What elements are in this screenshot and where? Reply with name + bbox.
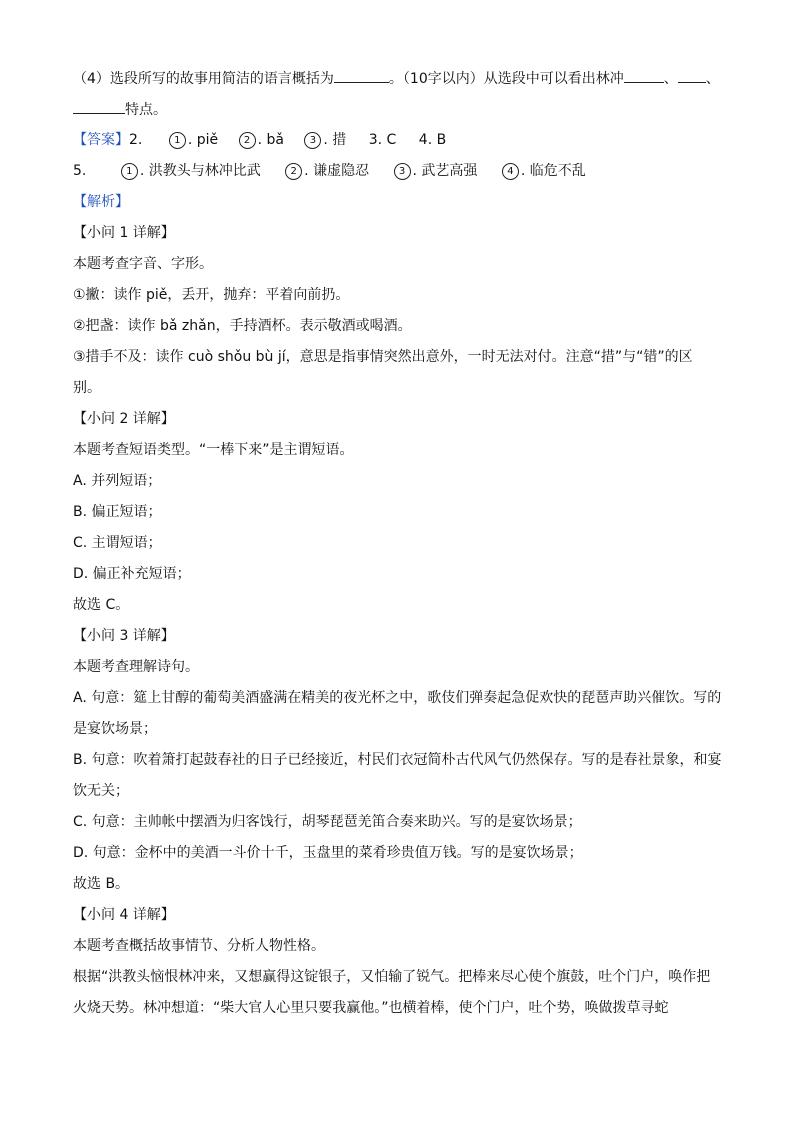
answer-q5-4: . 临危不乱 xyxy=(520,163,586,179)
circled-number: 4 xyxy=(502,163,519,180)
section-3-line: C. 句意：主帅帐中摆酒为归客饯行，胡琴琵琶羌笛合奏来助兴。写的是宴饮场景； xyxy=(73,814,582,830)
analysis-label: 【解析】 xyxy=(73,194,129,210)
separator: 、 xyxy=(663,71,678,87)
section-1-line: ③措手不及：读作 cuò shǒu bù jí，意思是指事情突然出意外，一时无法对付。注意“措”与“错”的区 xyxy=(73,349,693,365)
section-2-title: 【小问 2 详解】 xyxy=(73,411,175,427)
circled-number: 3 xyxy=(304,132,321,149)
section-2-line: 本题考查短语类型。“一棒下来”是主谓短语。 xyxy=(73,442,354,458)
question-4-line-1 xyxy=(73,68,720,89)
circled-number: 2 xyxy=(239,132,256,149)
circled-number: 3 xyxy=(394,163,411,180)
answer-q3: 3. C xyxy=(368,132,397,148)
section-3-line: A. 句意：筵上甘醇的葡萄美酒盛满在精美的夜光杯之中，歌伎们弹奏起急促欢快的琵琶声助兴催饮。写的 xyxy=(73,690,722,706)
section-1-line: ②把盏：读作 bǎ zhǎn，手持酒杯。表示敬酒或喝酒。 xyxy=(73,318,412,334)
answer-line-2 xyxy=(73,161,586,181)
section-4-title: 【小问 4 详解】 xyxy=(73,907,175,923)
section-2-line: C. 主谓短语； xyxy=(73,535,162,551)
section-2-line: 故选 C。 xyxy=(73,597,130,613)
circled-number: 2 xyxy=(285,163,302,180)
answer-q5-1: . 洪教头与林冲比武 xyxy=(139,163,261,179)
separator: 、 xyxy=(705,71,720,87)
section-1-line: 别。 xyxy=(73,380,101,396)
circled-number: 1 xyxy=(121,163,138,180)
section-4-line: 根据“洪教头恼恨林冲来，又想赢得这锭银子，又怕输了锐气。把棒来尽心使个旗鼓，吐个门户，唤作把 xyxy=(73,969,711,985)
answer-q2-1: . piě xyxy=(187,132,219,148)
answer-q2-number: 2. xyxy=(129,132,143,148)
answer-q2-3: . 措 xyxy=(323,132,347,148)
answer-q5-3: . 武艺高强 xyxy=(412,163,478,179)
section-2-line: D. 偏正补充短语； xyxy=(73,566,191,582)
section-1-line: ①撇：读作 piě，丢开，抛弃：平着向前扔。 xyxy=(73,287,350,303)
section-2-line: B. 偏正短语； xyxy=(73,504,162,520)
answer-label: 【答案】 xyxy=(73,132,129,148)
answer-q5-2: . 谦虚隐忍 xyxy=(304,163,370,179)
section-4-line: 本题考查概括故事情节、分析人物性格。 xyxy=(73,938,325,954)
answer-line-1 xyxy=(73,130,446,150)
section-3-line: 是宴饮场景； xyxy=(73,721,157,737)
section-3-line: 故选 B。 xyxy=(73,876,130,892)
section-2-line: A. 并列短语； xyxy=(73,473,162,489)
section-3-line: B. 句意：吹着箫打起鼓春社的日子已经接近，村民们衣冠简朴古代风气仍然保存。写的是春社景象，和宴 xyxy=(73,752,722,768)
question-4-tail: 特点。 xyxy=(125,102,167,118)
answer-blank-3 xyxy=(678,68,706,83)
question-4-prefix: （4）选段所写的故事用简洁的语言概括为 xyxy=(73,71,334,87)
question-4-middle: 。（10字以内）从选段中可以看出林冲 xyxy=(388,71,624,87)
section-4-line: 火烧天势。林冲想道：“柴大官人心里只要我赢他。”也横着棒，使个门户，吐个势，唤做拨草寻蛇 xyxy=(73,1000,669,1016)
answer-q5-number: 5. xyxy=(73,163,87,179)
section-3-line: 本题考查理解诗句。 xyxy=(73,659,199,675)
section-1-line: 本题考查字音、字形。 xyxy=(73,256,213,272)
answer-q4: 4. B xyxy=(418,132,447,148)
answer-q2-2: . bǎ xyxy=(257,132,284,148)
section-3-line: 饮无关； xyxy=(73,783,129,799)
section-3-line: D. 句意：金杯中的美酒一斗价十千，玉盘里的菜肴珍贵值万钱。写的是宴饮场景； xyxy=(73,845,583,861)
answer-blank-4 xyxy=(73,99,125,114)
answer-blank-2 xyxy=(624,68,664,83)
section-3-title: 【小问 3 详解】 xyxy=(73,628,175,644)
question-4-line-2 xyxy=(73,99,167,120)
section-1-title: 【小问 1 详解】 xyxy=(73,225,175,241)
circled-number: 1 xyxy=(169,132,186,149)
answer-blank-1 xyxy=(334,68,389,83)
